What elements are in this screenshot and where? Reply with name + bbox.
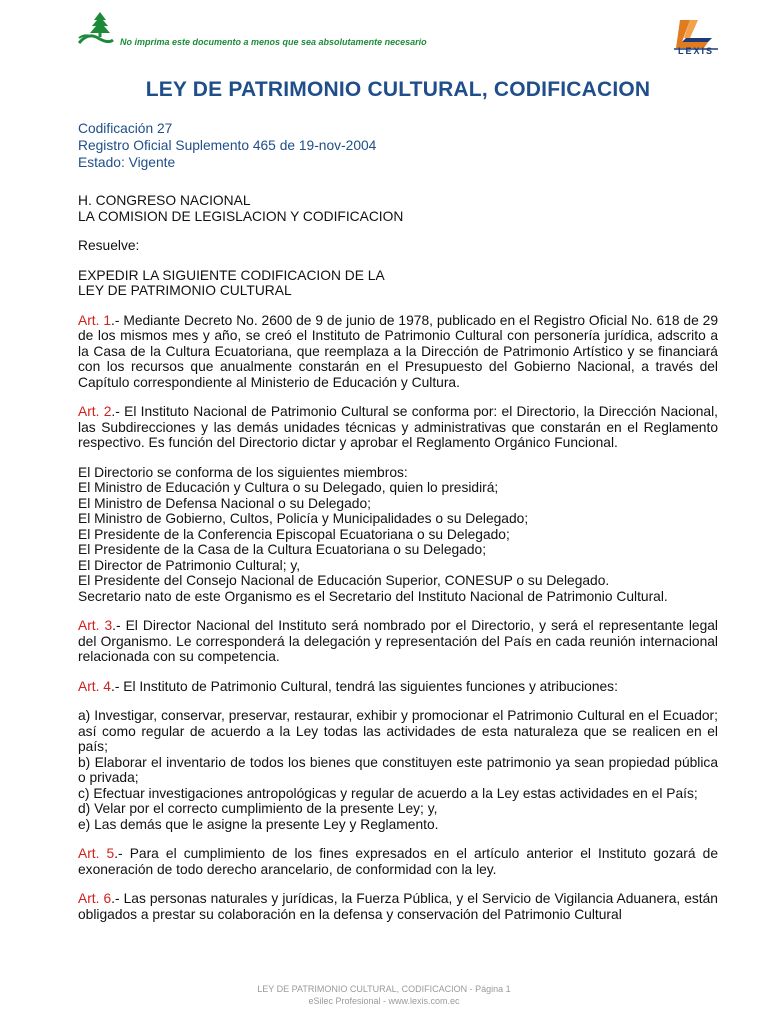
list-item: e) Las demás que le asigne la presente Ley y Reglamento. xyxy=(78,816,439,832)
expedir-line-1: EXPEDIR LA SIGUIENTE CODIFICACION DE LA xyxy=(78,267,385,283)
article-6 xyxy=(78,891,718,922)
list-item: El Directorio se conforma de los siguientes miembros: xyxy=(78,464,408,480)
estado: Estado: Vigente xyxy=(78,155,176,170)
list-item: El Director de Patrimonio Cultural; y, xyxy=(78,557,301,573)
list-item: El Presidente de la Casa de la Cultura Ecuatoriana o su Delegado; xyxy=(78,542,487,557)
issuer-line-1: H. CONGRESO NACIONAL xyxy=(78,193,251,208)
article-4-label: Art. 4 xyxy=(78,678,111,694)
issuer-block xyxy=(78,193,718,224)
list-item: El Ministro de Educación y Cultura o su Delegado, quien lo presidirá; xyxy=(78,480,499,495)
article-6-label: Art. 6 xyxy=(78,891,112,906)
tree-logo-icon xyxy=(78,10,114,46)
footer-line-1: LEY DE PATRIMONIO CULTURAL, CODIFICACION - Página 1 xyxy=(257,984,511,994)
article-2-text: .- El Instituto Nacional de Patrimonio Cultural se conforma por: el Directorio, la Dirección Nacional, las Subdirecciones y las demás unidades técnicas y administrativas que constarán en el Reglamento respectivo. Es función del Directorio dictar y aprobar el Reglamento Orgánico Funcional. xyxy=(78,404,718,450)
article-6-text: .- Las personas naturales y jurídicas, la Fuerza Pública, y el Servicio de Vigilancia Aduanera, están obligados a prestar su colaboración en la defensa y conservación del Patrimonio Cultural xyxy=(78,891,718,922)
list-item: a) Investigar, conservar, preservar, restaurar, exhibir y promocionar el Patrimonio Cultural en el Ecuador; así como regular de acuerdo a la Ley todas las actividades de esta naturaleza que se realicen en el país; xyxy=(78,708,718,754)
list-item: El Ministro de Gobierno, Cultos, Policía y Municipalidades o su Delegado; xyxy=(78,511,529,526)
list-item: El Presidente de la Conferencia Episcopal Ecuatoriana o su Delegado; xyxy=(78,526,510,542)
list-item: c) Efectuar investigaciones antropológicas y regular de acuerdo a la Ley estas actividades en el País; xyxy=(78,785,698,801)
page-footer xyxy=(0,983,768,1007)
issuer-line-2: LA COMISION DE LEGISLACION Y CODIFICACION xyxy=(78,208,404,224)
article-5-label: Art. 5 xyxy=(78,846,115,861)
lexis-brand: LEXIS xyxy=(677,46,714,56)
funciones-list xyxy=(78,708,718,832)
article-1 xyxy=(78,313,718,391)
article-3-label: Art. 3 xyxy=(78,618,113,633)
document-meta xyxy=(78,120,718,171)
article-3-text: .- El Director Nacional del Instituto será nombrado por el Directorio, y será el representante legal del Organismo. Le corresponderá la delegación y representación del País en cada reunión internacional relacionada con su competencia. xyxy=(78,618,718,664)
directorio-list xyxy=(78,465,718,605)
article-5-text: .- Para el cumplimiento de los fines expresados en el artículo anterior el Instituto gozará de exoneración de todo derecho arancelario, de conformidad con la ley. xyxy=(78,846,718,877)
resuelve-block xyxy=(78,238,718,254)
list-item: b) Elaborar el inventario de todos los bienes que constituyen este patrimonio ya sean propiedad pública o privada; xyxy=(78,754,718,785)
list-item: El Ministro de Defensa Nacional o su Delegado; xyxy=(78,495,371,511)
resuelve: Resuelve: xyxy=(78,238,140,253)
document-body xyxy=(78,74,718,922)
list-item: El Presidente del Consejo Nacional de Educación Superior, CONESUP o su Delegado. xyxy=(78,573,610,588)
article-1-label: Art. 1 xyxy=(78,312,112,328)
list-item: Secretario nato de este Organismo es el Secretario del Instituto Nacional de Patrimonio Cultural. xyxy=(78,588,668,604)
document-title: LEY DE PATRIMONIO CULTURAL, CODIFICACION xyxy=(145,78,651,101)
registro-oficial: Registro Oficial Suplemento 465 de 19-nov-2004 xyxy=(78,138,377,153)
eco-notice: No imprima este documento a menos que sea absolutamente necesario xyxy=(120,37,427,47)
article-4 xyxy=(78,679,718,695)
article-1-text: .- Mediante Decreto No. 2600 de 9 de junio de 1978, publicado en el Registro Oficial No. 618 de 29 de los mismos mes y año, se creó el Instituto de Patrimonio Cultural con personería jurídica, adscrito a la Casa de la Cultura Ecuatoriana, que reemplaza a la Dirección de Patrimonio Artístico y se financiará con los recursos que anualmente constarán en el Presupuesto del Gobierno Nacional, a través del Capítulo correspondiente al Ministerio de Educación y Cultura. xyxy=(78,312,718,390)
article-2 xyxy=(78,404,718,451)
article-4-text: .- El Instituto de Patrimonio Cultural, tendrá las siguientes funciones y atribuciones: xyxy=(110,678,618,694)
expedir-line-2: LEY DE PATRIMONIO CULTURAL xyxy=(78,283,292,298)
article-5 xyxy=(78,846,718,877)
codificacion: Codificación 27 xyxy=(78,121,173,136)
page-header xyxy=(0,0,768,64)
list-item: d) Velar por el correcto cumplimiento de la presente Ley; y, xyxy=(78,801,438,816)
footer-link[interactable]: eSilec Profesional - www.lexis.com.ec xyxy=(308,996,460,1006)
article-2-label: Art. 2 xyxy=(78,404,112,419)
expedir-block xyxy=(78,268,718,299)
article-3 xyxy=(78,618,718,665)
